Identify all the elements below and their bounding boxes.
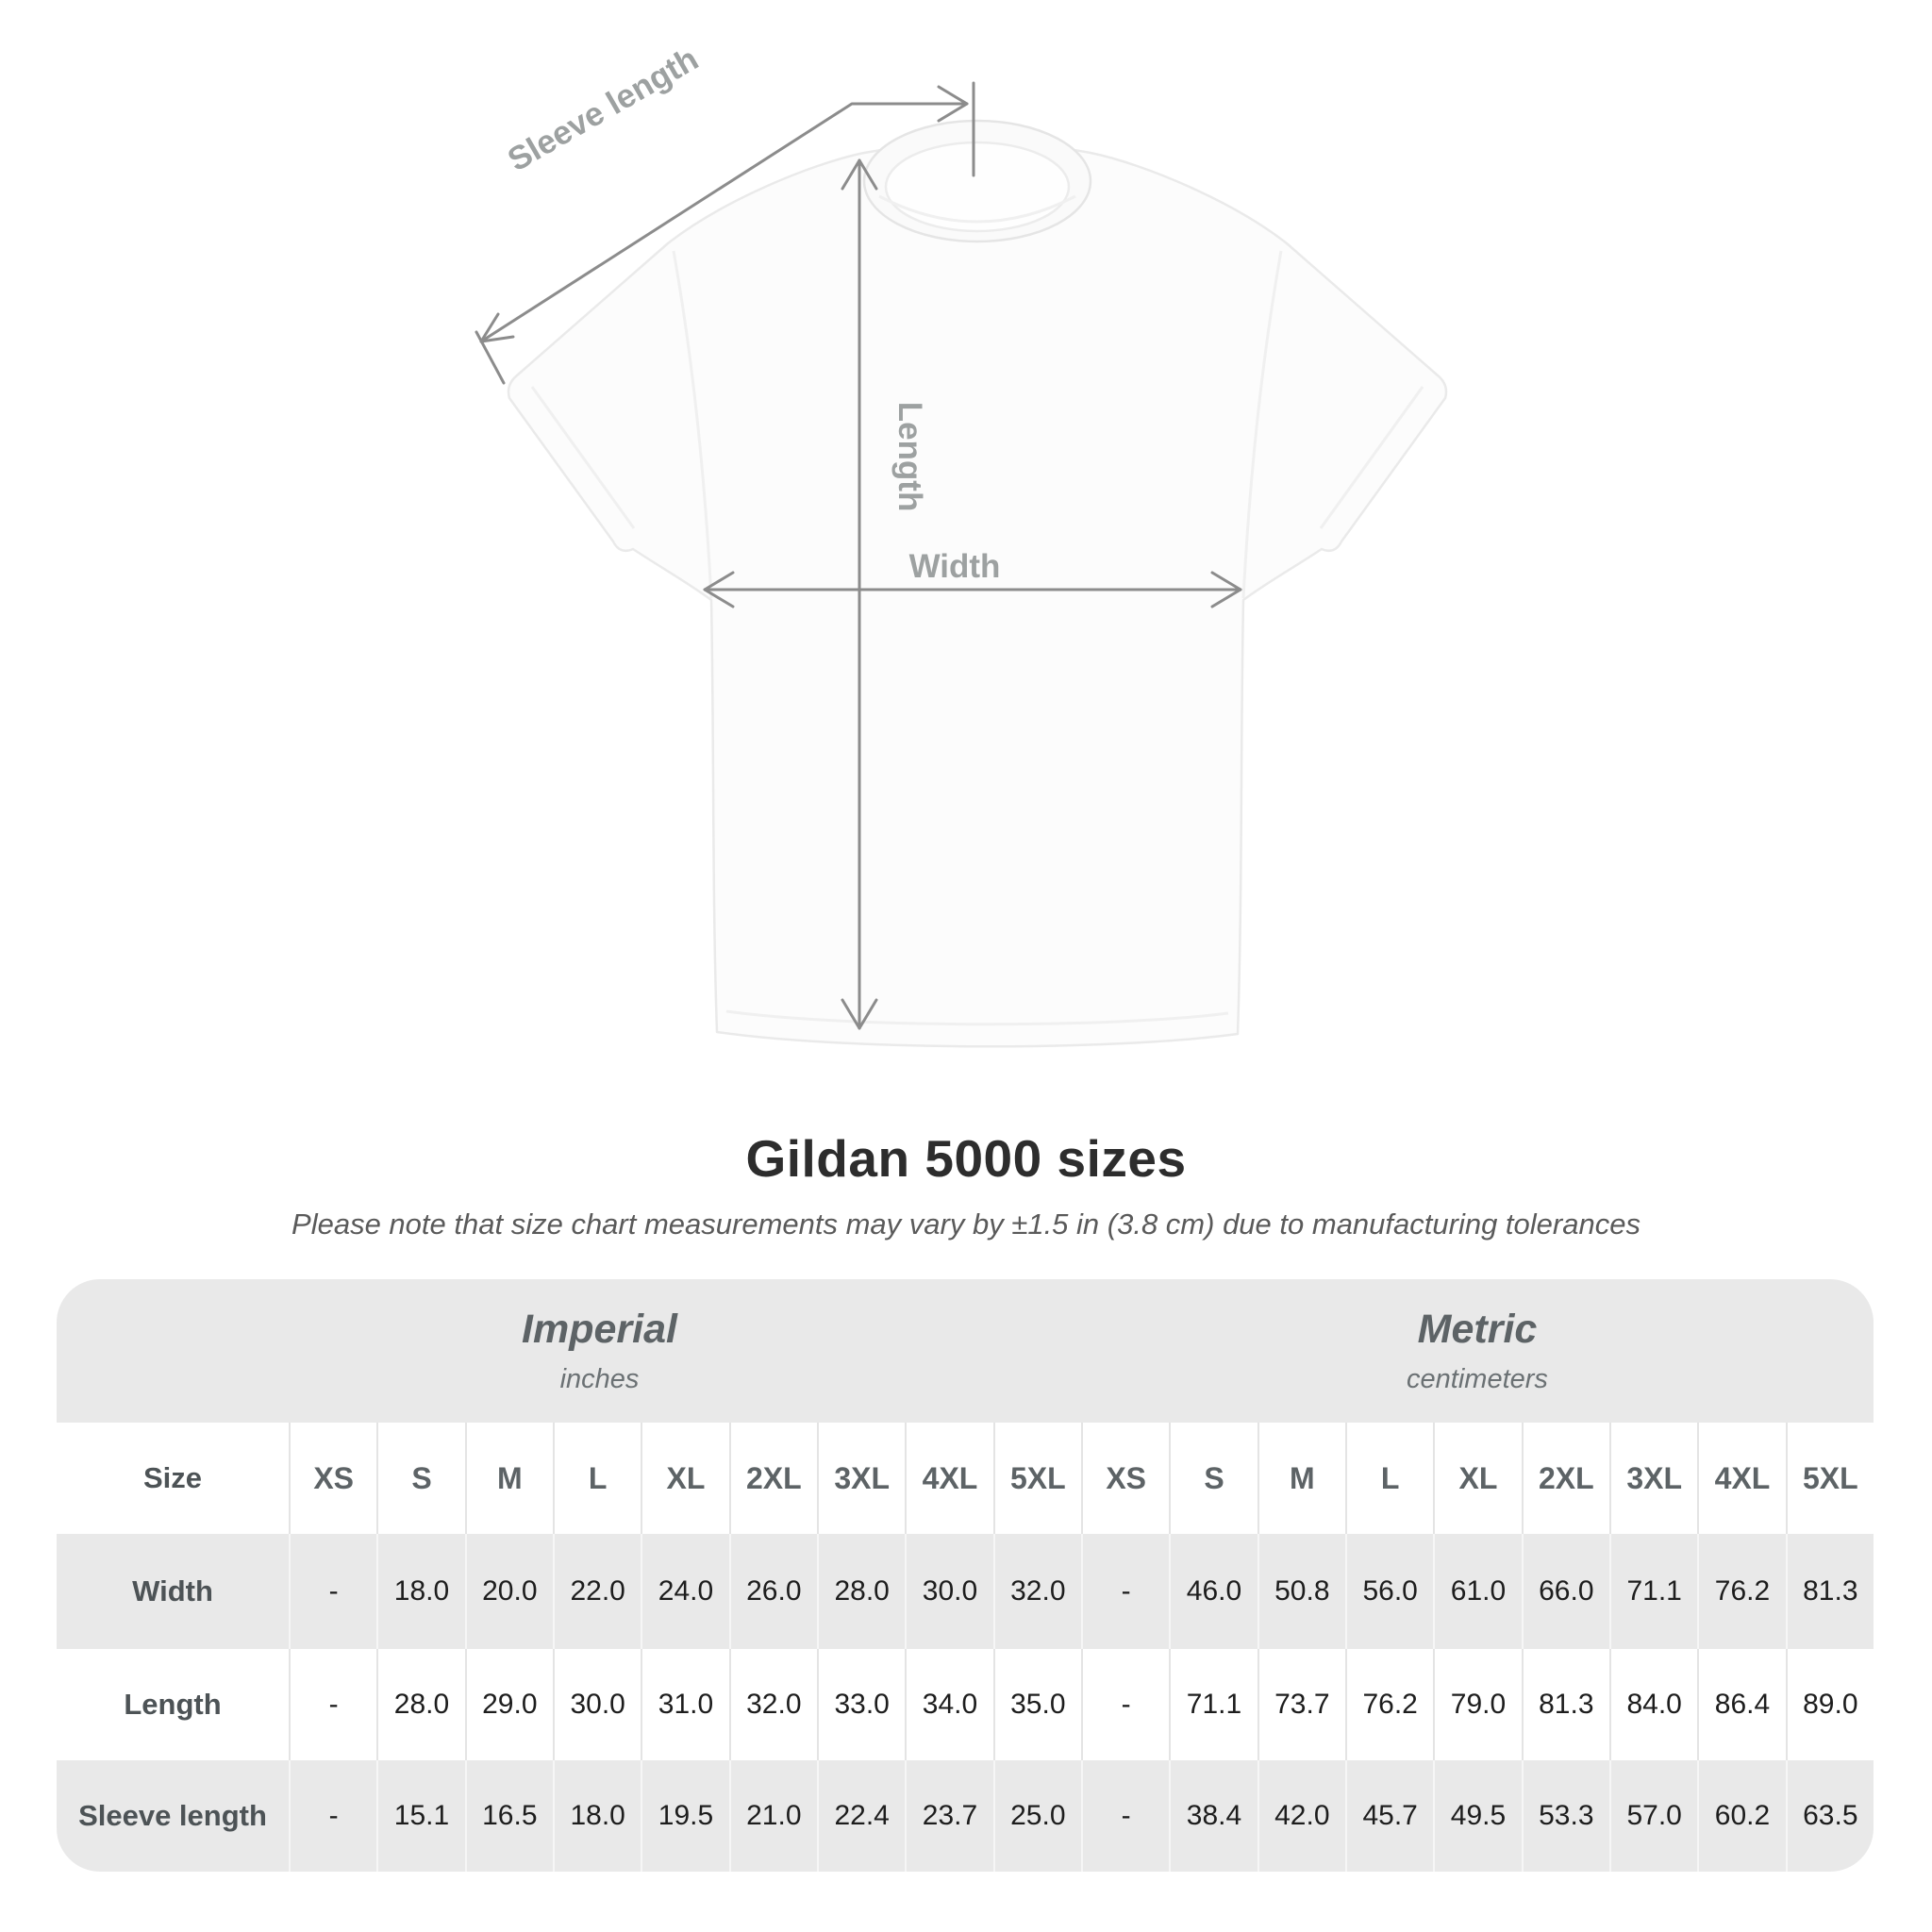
width-label: Width xyxy=(908,548,1001,585)
imperial-subtitle: inches xyxy=(559,1364,640,1394)
heading-block xyxy=(0,1128,1932,1241)
value-cell: 76.2 xyxy=(1697,1534,1785,1649)
value-cell: 66.0 xyxy=(1522,1534,1609,1649)
value-cell: - xyxy=(1081,1760,1169,1872)
value-cell: 84.0 xyxy=(1609,1649,1697,1760)
value-cell: 31.0 xyxy=(641,1649,728,1760)
value-cell: - xyxy=(289,1649,376,1760)
size-header-cell: L xyxy=(553,1423,641,1534)
value-cell: 38.4 xyxy=(1169,1760,1257,1872)
metric-title: Metric xyxy=(1417,1307,1538,1352)
value-cell: 81.3 xyxy=(1786,1534,1874,1649)
size-header-cell: 2XL xyxy=(729,1423,817,1534)
value-cell: 45.7 xyxy=(1345,1760,1433,1872)
imperial-title: Imperial xyxy=(522,1307,677,1352)
size-header-cell: 2XL xyxy=(1522,1423,1609,1534)
value-cell: 15.1 xyxy=(376,1760,464,1872)
size-header-cell: L xyxy=(1345,1423,1433,1534)
value-cell: 71.1 xyxy=(1609,1534,1697,1649)
value-cell: 61.0 xyxy=(1433,1534,1521,1649)
size-header-cell: XS xyxy=(1081,1423,1169,1534)
size-header-cell: 4XL xyxy=(905,1423,992,1534)
value-cell: 34.0 xyxy=(905,1649,992,1760)
page-subtitle: Please note that size chart measurements may vary by ±1.5 in (3.8 cm) due to manufacturing tolerances xyxy=(291,1208,1641,1241)
value-cell: 22.0 xyxy=(553,1534,641,1649)
size-header-cell: XL xyxy=(641,1423,728,1534)
value-cell: 28.0 xyxy=(817,1534,905,1649)
value-cell: 76.2 xyxy=(1345,1649,1433,1760)
value-cell: 33.0 xyxy=(817,1649,905,1760)
value-cell: 71.1 xyxy=(1169,1649,1257,1760)
value-cell: 53.3 xyxy=(1522,1760,1609,1872)
value-cell: 73.7 xyxy=(1257,1649,1345,1760)
value-cell: 32.0 xyxy=(993,1534,1081,1649)
value-cell: - xyxy=(289,1534,376,1649)
size-header-cell: S xyxy=(376,1423,464,1534)
value-cell: - xyxy=(289,1760,376,1872)
value-cell: 89.0 xyxy=(1786,1649,1874,1760)
size-header-cell: 3XL xyxy=(1609,1423,1697,1534)
size-header-cell: 5XL xyxy=(1786,1423,1874,1534)
value-cell: 16.5 xyxy=(465,1760,553,1872)
value-cell: 19.5 xyxy=(641,1760,728,1872)
value-cell: 56.0 xyxy=(1345,1534,1433,1649)
value-cell: 22.4 xyxy=(817,1760,905,1872)
row-label-cell: Width xyxy=(57,1534,289,1649)
value-cell: 26.0 xyxy=(729,1534,817,1649)
value-cell: 86.4 xyxy=(1697,1649,1785,1760)
size-header-cell: 4XL xyxy=(1697,1423,1785,1534)
metric-subtitle: centimeters xyxy=(1407,1364,1548,1394)
value-cell: 30.0 xyxy=(905,1534,992,1649)
value-cell: 81.3 xyxy=(1522,1649,1609,1760)
value-cell: 46.0 xyxy=(1169,1534,1257,1649)
value-cell: 57.0 xyxy=(1609,1760,1697,1872)
value-cell: 20.0 xyxy=(465,1534,553,1649)
size-header-cell: XL xyxy=(1433,1423,1521,1534)
metric-section-header xyxy=(1081,1279,1874,1423)
value-cell: 63.5 xyxy=(1786,1760,1874,1872)
value-cell: 50.8 xyxy=(1257,1534,1345,1649)
value-cell: 23.7 xyxy=(905,1760,992,1872)
value-cell: - xyxy=(1081,1534,1169,1649)
value-cell: 21.0 xyxy=(729,1760,817,1872)
value-cell: 35.0 xyxy=(993,1649,1081,1760)
value-cell: 32.0 xyxy=(729,1649,817,1760)
size-table xyxy=(57,1279,1874,1872)
size-header-cell: M xyxy=(465,1423,553,1534)
length-label: Length xyxy=(891,401,928,512)
value-cell: 29.0 xyxy=(465,1649,553,1760)
size-header-cell: XS xyxy=(289,1423,376,1534)
value-cell: 42.0 xyxy=(1257,1760,1345,1872)
imperial-section-header xyxy=(57,1279,1081,1423)
sleeve-length-label: Sleeve length xyxy=(501,40,705,179)
value-cell: 49.5 xyxy=(1433,1760,1521,1872)
size-header-cell: 5XL xyxy=(993,1423,1081,1534)
tshirt-outline xyxy=(508,142,1446,1046)
collar-inner xyxy=(886,142,1069,231)
page-title: Gildan 5000 sizes xyxy=(745,1129,1187,1188)
value-cell: 28.0 xyxy=(376,1649,464,1760)
value-cell: 79.0 xyxy=(1433,1649,1521,1760)
size-header-cell: S xyxy=(1169,1423,1257,1534)
value-cell: 24.0 xyxy=(641,1534,728,1649)
size-column-header: Size xyxy=(57,1423,289,1534)
value-cell: 18.0 xyxy=(553,1760,641,1872)
value-cell: 25.0 xyxy=(993,1760,1081,1872)
size-header-cell: M xyxy=(1257,1423,1345,1534)
value-cell: 30.0 xyxy=(553,1649,641,1760)
value-cell: - xyxy=(1081,1649,1169,1760)
value-cell: 18.0 xyxy=(376,1534,464,1649)
value-cell: 60.2 xyxy=(1697,1760,1785,1872)
row-label-cell: Sleeve length xyxy=(57,1760,289,1872)
row-label-cell: Length xyxy=(57,1649,289,1760)
size-header-cell: 3XL xyxy=(817,1423,905,1534)
